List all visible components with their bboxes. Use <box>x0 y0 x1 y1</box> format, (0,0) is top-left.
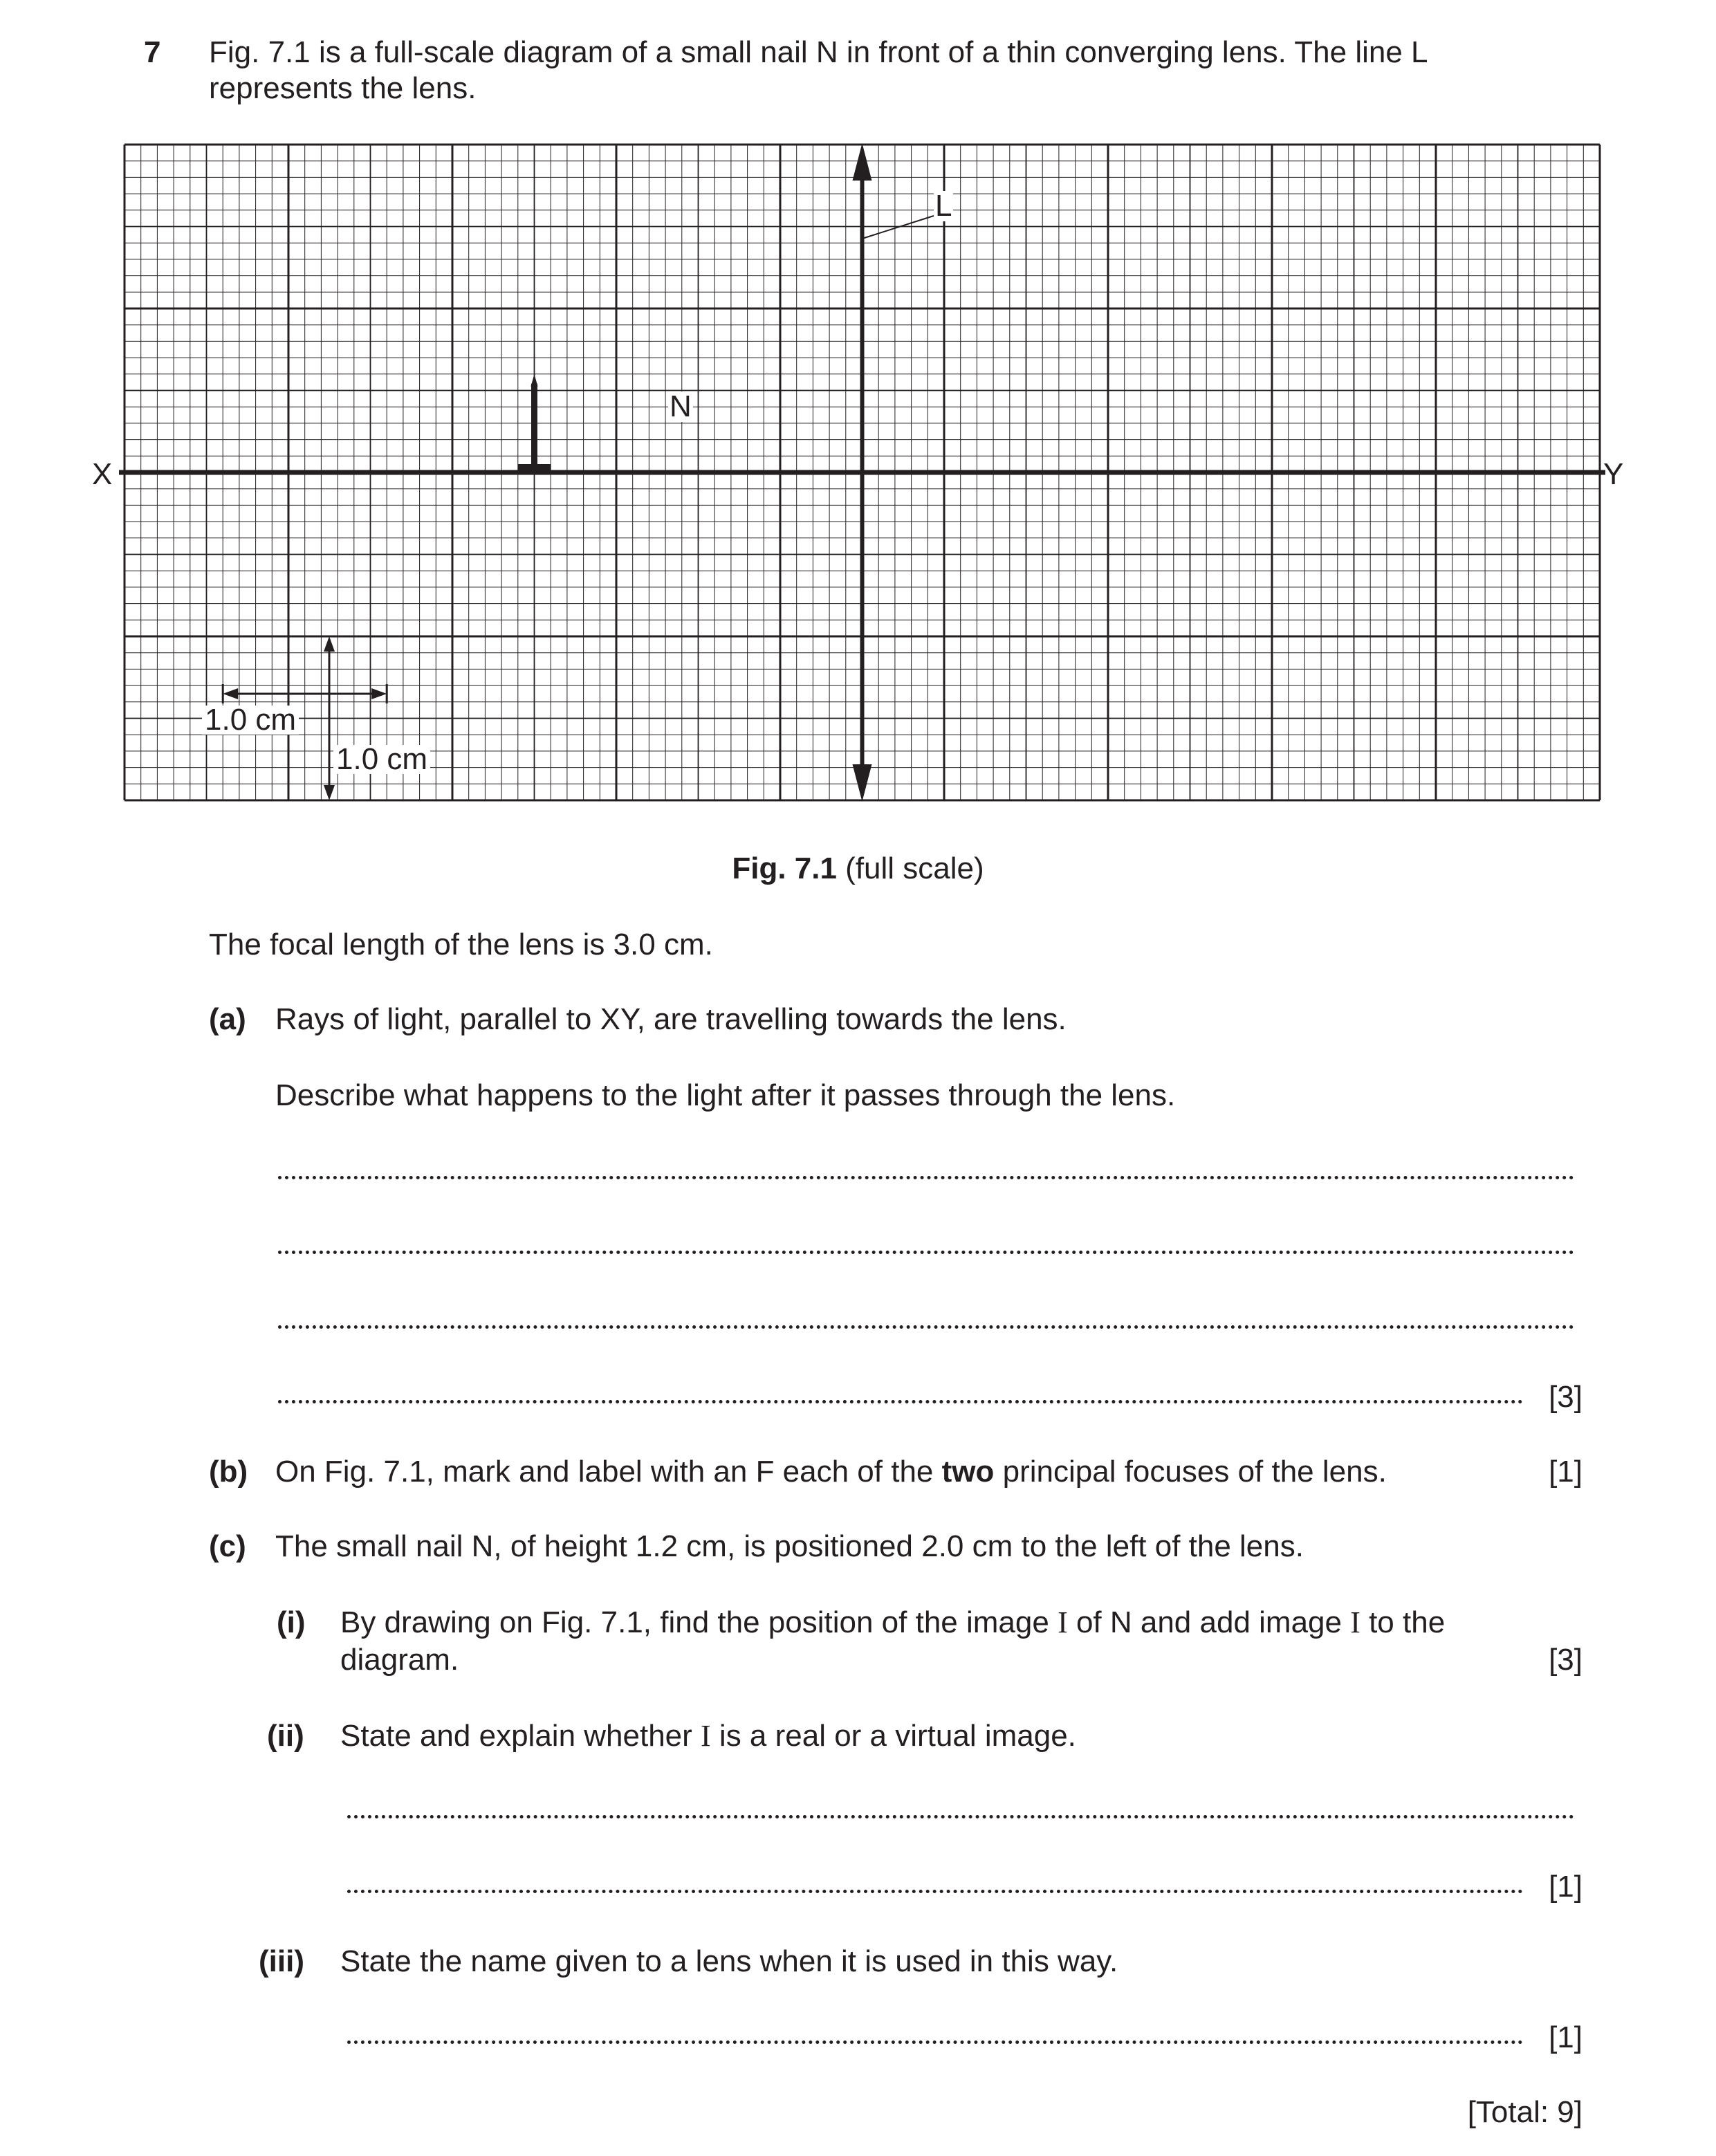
part-c-i-line1-a: By drawing on Fig. 7.1, find the position of the image <box>340 1605 1058 1639</box>
part-b-label: (b) <box>209 1455 248 1489</box>
part-c-i-image-symbol-2: I <box>1350 1605 1360 1639</box>
part-c-i-line1-c: to the <box>1360 1605 1446 1639</box>
part-c-text: The small nail N, of height 1.2 cm, is positioned 2.0 cm to the left of the lens. <box>275 1529 1304 1563</box>
part-b-mark: [1] <box>1549 1455 1583 1489</box>
part-c-i-image-symbol: I <box>1058 1605 1068 1639</box>
nail-label: N <box>670 389 692 423</box>
nail-tip <box>531 374 538 387</box>
lens-label: L <box>935 189 952 223</box>
part-c-iii-label: (iii) <box>259 1944 304 1978</box>
focal-length-statement: The focal length of the lens is 3.0 cm. <box>209 928 713 961</box>
question-number: 7 <box>144 35 161 69</box>
answer-line-a2[interactable] <box>278 1251 1574 1254</box>
part-c-i-line1 <box>340 1605 1583 1641</box>
part-c-ii-mark: [1] <box>1549 1870 1583 1904</box>
caption-bold: Fig. 7.1 <box>732 851 837 885</box>
part-b-text-bold: two <box>941 1455 995 1489</box>
label-y: Y <box>1603 457 1624 491</box>
part-b-text <box>275 1454 1387 1490</box>
part-c-iii-text: State the name given to a lens when it is used in this way. <box>340 1944 1118 1978</box>
intro-line-2: represents the lens. <box>209 71 477 105</box>
scale-arrowhead-down <box>324 785 335 800</box>
part-c-iii-mark: [1] <box>1549 2020 1583 2054</box>
part-a-line1: Rays of light, parallel to XY, are travelling towards the lens. <box>275 1002 1067 1036</box>
scale-arrowhead-left <box>223 688 238 699</box>
answer-line-a3[interactable] <box>278 1325 1574 1329</box>
part-c-ii-text <box>340 1718 1076 1754</box>
part-a-line2: Describe what happens to the light after it passes through the lens. <box>275 1078 1176 1112</box>
answer-line-a1[interactable] <box>278 1176 1574 1179</box>
part-c-ii-text-a: State and explain whether <box>340 1719 701 1753</box>
scale-label-vertical: 1.0 cm <box>333 745 430 774</box>
part-c-i-label: (i) <box>277 1605 306 1639</box>
part-c-ii-label: (ii) <box>267 1719 304 1753</box>
scale-arrowhead-up <box>324 636 335 652</box>
answer-line-c-ii-1[interactable] <box>347 1815 1574 1818</box>
part-a-label: (a) <box>209 1002 246 1036</box>
answer-line-c-ii-2[interactable] <box>347 1890 1523 1893</box>
figure-overlay <box>119 143 1605 802</box>
part-a-mark: [3] <box>1549 1380 1583 1414</box>
figure-caption <box>0 851 1716 887</box>
part-c-i-line2: diagram. <box>340 1643 459 1677</box>
lens-arrow-bottom <box>853 764 872 802</box>
part-b-text-after: principal focuses of the lens. <box>994 1455 1387 1489</box>
scale-label-horizontal: 1.0 cm <box>202 706 299 735</box>
caption-rest: (full scale) <box>836 851 984 885</box>
part-c-ii-text-b: is a real or a virtual image. <box>710 1719 1076 1753</box>
part-c-label: (c) <box>209 1529 246 1563</box>
lens-label-leader <box>862 216 934 239</box>
label-x: X <box>92 457 113 491</box>
part-c-i-line1-b: of N and add image <box>1067 1605 1351 1639</box>
answer-line-a4[interactable] <box>278 1400 1523 1403</box>
part-b-text-before: On Fig. 7.1, mark and label with an F each of the <box>275 1455 942 1489</box>
scale-arrowhead-right <box>371 688 387 699</box>
intro-line-1: Fig. 7.1 is a full-scale diagram of a small nail N in front of a thin converging lens. The line L <box>209 35 1428 69</box>
lens-arrow-top <box>853 143 872 181</box>
total-marks: [Total: 9] <box>1467 2095 1583 2129</box>
part-c-ii-image-symbol: I <box>701 1719 711 1753</box>
answer-line-c-iii[interactable] <box>347 2040 1523 2044</box>
part-c-i-mark: [3] <box>1549 1643 1583 1677</box>
